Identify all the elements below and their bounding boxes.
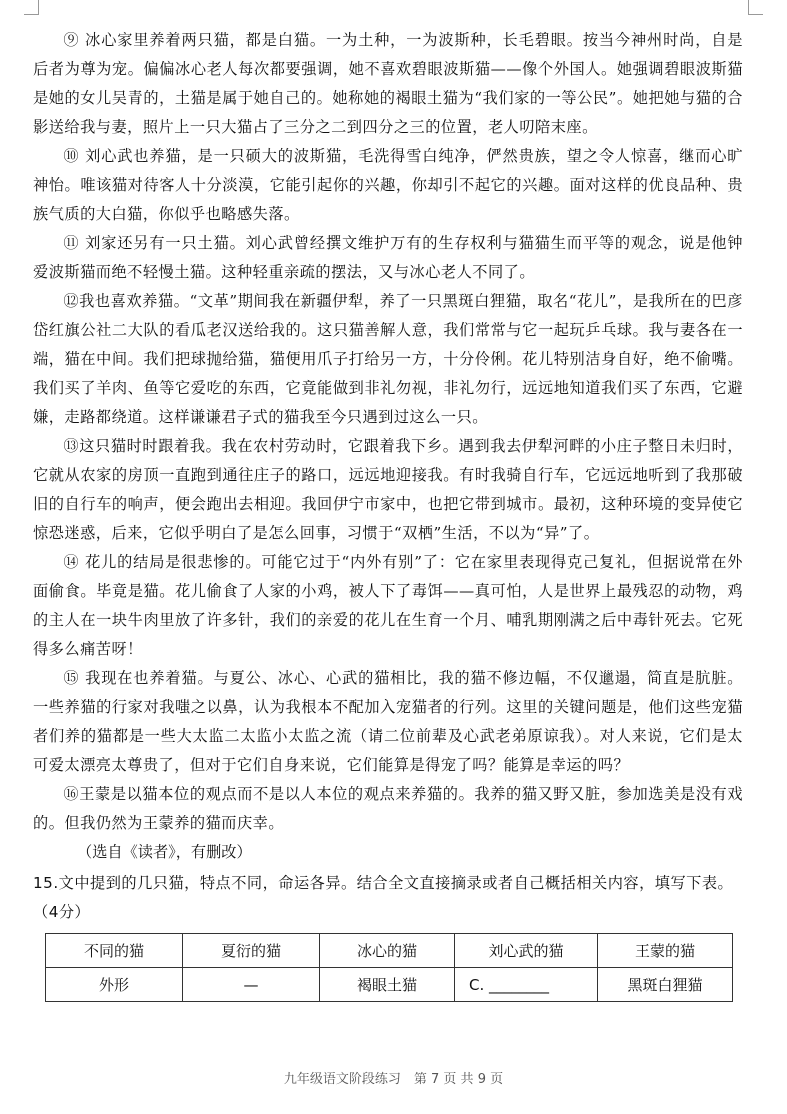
crop-mark-top-left — [24, 0, 39, 15]
page-content — [33, 26, 743, 1002]
paragraph-9: ⑨ 冰心家里养着两只猫，都是白猫。一为土种，一为波斯种，长毛碧眼。按当今神州时尚，自是后者为尊为宠。偏偏冰心老人每次都要强调，她不喜欢碧眼波斯猫——像个外国人。她强调碧眼波斯猫是她的女儿吴青的，土猫是属于她自己的。她称她的褐眼土猫为“我们家的一等公民”。她把她与猫的合影送给我与妻，照片上一只大猫占了三分之二到四分之三的位置，老人叨陪末座。 — [33, 31, 743, 136]
table-header-cell: 王蒙的猫 — [598, 934, 733, 968]
paragraph-11: ⑪ 刘家还另有一只土猫。刘心武曾经撰文维护万有的生存权利与猫猫生而平等的观念，说是他钟爱波斯猫而绝不轻慢土猫。这种轻重亲疏的摆法，又与冰心老人不同了。 — [33, 234, 743, 281]
paragraph-15: ⑮ 我现在也养着猫。与夏公、冰心、心武的猫相比，我的猫不修边幅，不仅邋遢，简直是肮脏。一些养猫的行家对我嗤之以鼻，认为我根本不配加入宠猫者的行列。这里的关键问题是，他们这些宠猫者们养的猫都是一些大太监二太监小太监之流（请二位前辈及心武老弟原谅我）。对人来说，它们是太可爱太漂亮太尊贵了，但对于它们自身来说，它们能算是得宠了吗？能算是幸运的吗？ — [33, 669, 743, 774]
paragraph-16: ⑯王蒙是以猫本位的观点而不是以人本位的观点来养猫的。我养的猫又野又脏，参加选美是没有戏的。但我仍然为王蒙养的猫而庆幸。 — [33, 785, 743, 832]
table-header-cell: 冰心的猫 — [320, 934, 455, 968]
question-15: 15.文中提到的几只猫，特点不同，命运各异。结合全文直接摘录或者自己概括相关内容，填写下表。（4分） — [33, 874, 734, 921]
table-cell: 褐眼土猫 — [320, 968, 455, 1002]
paragraph-10: ⑩ 刘心武也养猫，是一只硕大的波斯猫，毛洗得雪白纯净，俨然贵族，望之令人惊喜，继而心旷神怡。唯该猫对待客人十分淡漠，它能引起你的兴趣，你却引不起它的兴趣。面对这样的优良品种、贵族气质的大白猫，你似乎也略感失落。 — [33, 147, 743, 223]
table-cell: 外形 — [46, 968, 183, 1002]
table-header-cell: 夏衍的猫 — [183, 934, 320, 968]
table-header-row — [46, 934, 733, 968]
paragraph-14: ⑭ 花儿的结局是很悲惨的。可能它过于“内外有别”了：它在家里表现得克己复礼，但据说常在外面偷食。毕竟是猫。花儿偷食了人家的小鸡，被人下了毒饵——真可怕，人是世界上最残忍的动物，鸡的主人在一块牛肉里放了许多针，我们的亲爱的花儿在生育一个月、哺乳期刚满之后中毒针死去。它死得多么痛苦呀！ — [33, 553, 743, 658]
paragraph-13: ⑬这只猫时时跟着我。我在农村劳动时，它跟着我下乡。遇到我去伊犁河畔的小庄子整日未归时，它就从农家的房顶一直跑到通往庄子的路口，远远地迎接我。有时我骑自行车，它远远地听到了我那破旧的自行车的响声，便会跑出去相迎。我回伊宁市家中，也把它带到城市。最初，这种环境的变异使它惊恐迷惑，后来，它似乎明白了是怎么回事，习惯于“双栖”生活，不以为“异”了。 — [33, 437, 743, 542]
table-row — [46, 968, 733, 1002]
cats-table — [45, 933, 733, 1002]
source-citation: （选自《读者》，有删改） — [77, 843, 252, 861]
crop-mark-top-right — [748, 0, 763, 15]
table-cell: — — [183, 968, 320, 1002]
table-header-cell: 不同的猫 — [46, 934, 183, 968]
page-footer: 九年级语文阶段练习 第 7 页 共 9 页 — [283, 1072, 504, 1087]
paragraph-12: ⑫我也喜欢养猫。“文革”期间我在新疆伊犁，养了一只黑斑白狸猫，取名“花儿”，是我所在的巴彦岱红旗公社二大队的看瓜老汉送给我的。这只猫善解人意，我们常常与它一起玩乒乓球。我与妻各在一端，猫在中间。我们把球抛给猫，猫便用爪子打给另一方，十分伶俐。花儿特别洁身自好，绝不偷嘴。我们买了羊肉、鱼等它爱吃的东西，它竟能做到非礼勿视，非礼勿行，远远地知道我们买了东西，它避嫌，走路都绕道。这样谦谦君子式的猫我至今只遇到过这么一只。 — [33, 292, 743, 426]
table-cell: 黑斑白狸猫 — [598, 968, 733, 1002]
answer-blank-cell[interactable]: C. ________ — [455, 968, 598, 1002]
table-header-cell: 刘心武的猫 — [455, 934, 598, 968]
